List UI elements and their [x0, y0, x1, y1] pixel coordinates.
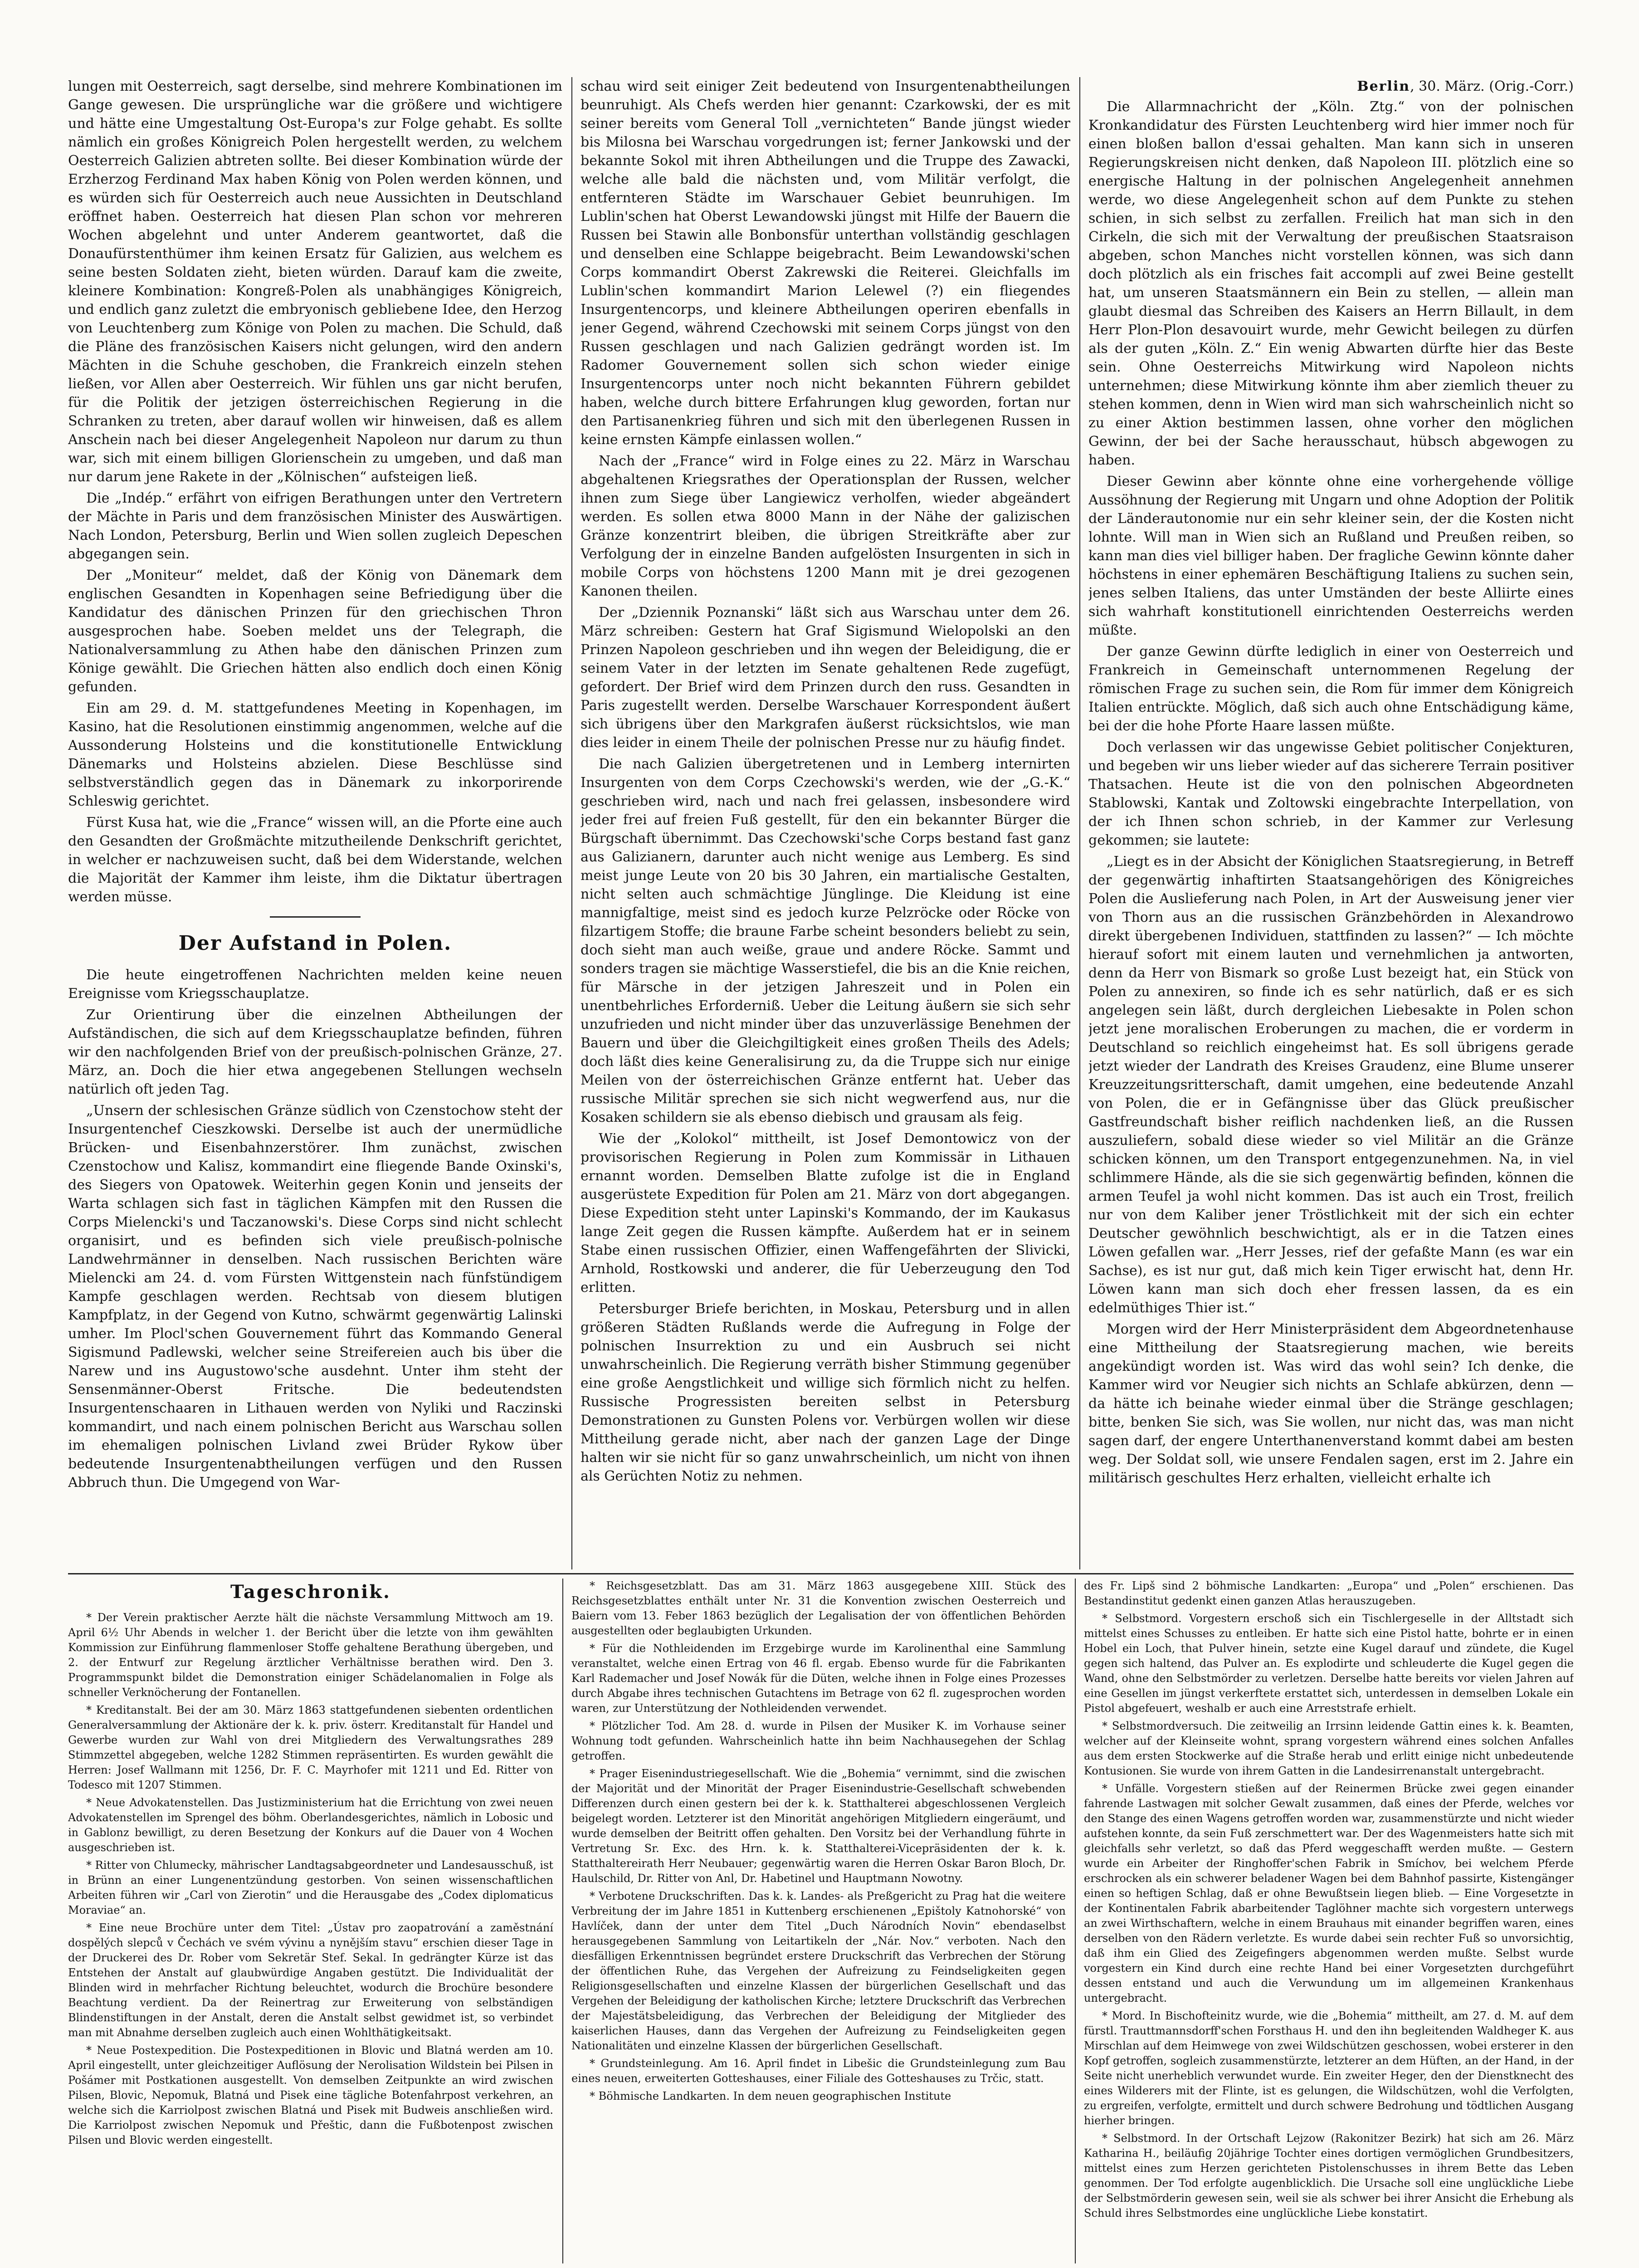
paragraph: Der ganze Gewinn dürfte lediglich in einer von Oesterreich und Frankreich in Gemeinschaft unternommenen Regelung der römischen Frage zu suchen sein, die Rom für immer dem Königreich Italien entrückte. Möglich, daß sich auch ohne Entschädigung käme, bei der die hohe Pforte Haare lassen müßte.: [1088, 644, 1574, 734]
paragraph: Der „Moniteur“ meldet, daß der König von Dänemark dem englischen Gesandten in Kopenhagen seine Befriedigung über die Kandidatur des dänischen Prinzen für den griechischen Thron ausgesprochen habe. Soeben meldet uns der Telegraph, die Nationalversammlung zu Athen habe den dänischen Prinzen zum Könige gewählt. Die Griechen hätten also endlich doch einen König gefunden.: [68, 567, 562, 695]
paragraph: Die nach Galizien übergetretenen und in Lemberg internirten Insurgenten von dem Corps Czechowski's werden, wie der „G.-K.“ geschrieben wird, nach und nach frei gelassen, insbesondere wird jeder frei auf freien Fuß gestellt, für den ein bekannter Bürger die Bürgschaft übernimmt. Das Czechowski'sche Corps bestand fast ganz aus Galizianern, darunter auch nicht wenige aus Lemberg. Es sind meist junge Leute von 20 bis 30 Jahren, ein martialische Gestalten, nicht selten auch schmächtige Jünglinge. Die Kleidung ist eine mannigfaltige, meist sind es jedoch kurze Pelzröcke oder Röcke von filzartigem Stoffe; die braune Farbe scheint besonders beliebt zu sein, doch sieht man auch weiße, graue und andere Röcke. Sammt und sonders tragen sie mächtige Wasserstiefel, die bis an die Knie reichen, für Märsche in der jetzigen Jahreszeit und in Polen ein unentbehrliches Erforderniß. Ueber die Leitung äußern sie sich sehr unzufrieden und nicht minder über das unzuverlässige Benehmen der Bauern und über die Gleichgiltigkeit eines großen Theils des Adels; doch läßt dies keine Generalisirung zu, da die Truppe sich nur einige Meilen von der österreichischen Gränze entfernt hat. Ueber das russische Militär sprechen sie sich nicht wegwerfend aus, nur die Kosaken schildern sie als ebenso diebisch und grausam als feig.: [580, 756, 1070, 1125]
section-separator: [68, 1573, 1574, 1574]
upper-section: [68, 77, 1574, 1569]
news-item: * Böhmische Landkarten. In dem neuen geographischen Institute: [590, 2090, 951, 2102]
paragraph: Wie der „Kolokol“ mittheilt, ist Josef Demontowicz von der provisorischen Regierung in Polen zum Kommissär in Lithauen ernannt worden. Demselben Blatte zufolge ist die in England ausgerüstete Expedition für Polen am 21. März von dort abgegangen. Diese Expedition steht unter Lapinski's Kommando, der im Kaukasus lange Zeit gegen die Russen kämpfte. Außerdem hat er in seinem Stabe einen russischen Offizier, einen Waffengefährten der Slivicki, Arnhold, Rostkowski und anderer, die für Ueberzeugung den Tod erlitten.: [580, 1131, 1070, 1295]
tageschronik-section: [68, 1579, 1574, 2263]
paragraph: „Unsern der schlesischen Gränze südlich von Czenstochow steht der Insurgentenchef Cieszkowski. Derselbe ist auch der unermüdliche Brücken- und Eisenbahnzerstörer. Ihm zunächst, zwischen Czenstochow und Kalisz, kommandirt eine fliegende Bande Oxinski's, des Siegers von Opatowek. Weiterhin gegen Konin und jenseits der Warta schlagen sich fast in täglichen Kämpfen mit den Russen die Corps Mielencki's und Taczanowski's. Diese Corps sind nicht schlecht organisirt, und es befinden sich viele preußisch-polnische Landwehrmänner in denselben. Nach russischen Berichten wäre Mielencki am 24. d. vom Fürsten Wittgenstein nach fünfstündigem Kampfe geschlagen werden. Rechtsab von diesem blutigen Kampfplatz, in der Gegend von Kutno, schwärmt gegenwärtig Lalinski umher. Im Plocl'schen Gouvernement führt das Kommando General Sigismund Padlewski, welcher seine Streifereien auch bis über die Narew und ins Augustowo'sche ausdehnt. Unter ihm steht der Sensenmänner-Oberst Fritsche. Die bedeutendsten Insurgentenschaaren in Lithauen werden von Nyliki und Raczinski kommandirt, und nach einem polnischen Bericht aus Warschau sollen im ehemaligen polnischen Livland zwei Brüder Rykow über bedeutende Insurgentenabtheilungen verfügen und den Russen Abbruch thun. Die Umgegend von War-: [68, 1103, 562, 1491]
lower-column-3: [1084, 1579, 1574, 2263]
news-item: * Selbstmord. Vorgestern erschoß sich ein Tischlergeselle in der Alltstadt sich mittelst eines Schusses zu entleiben. Er hatte sich eine Pistol hatte, bohrte er in einen Hobel ein Loch, that Pulver hinein, setzte eine Kugel darauf und zündete, die Kugel gegen sich haltend, das Pulver an. Es explodirte und schleuderte die Kugel gegen die Wand, ohne den Selbstmörder zu verletzen. Derselbe hatte bereits vor vielen Jahren auf eine Gesellen im jüngst verkerftete erstattet sich, unterdessen in demselben Lokale ein Pistol abgefeuert, weshalb er auch eine Arreststrafe erhielt.: [1084, 1612, 1574, 1715]
paragraph: Doch verlassen wir das ungewisse Gebiet politischer Conjekturen, und begeben wir uns lieber wieder auf das sicherere Terrain positiver Thatsachen. Heute ist die von den polnischen Abgeordneten Stablowski, Kantak und Zoltowski eingebrachte Interpellation, von der ich Ihnen schon schrieb, in der Kammer zur Verlesung gekommen; sie lautete:: [1088, 739, 1574, 848]
news-item: * Selbstmord. In der Ortschaft Lejzow (Rakonitzer Bezirk) hat sich am 26. März Katharina H., beiläufig 20jährige Tochter eines dortigen vermöglichen Grundbesitzers, mittelst eines zum Herzen gerichteten Pistolenschusses in ihrem Bette das Leben genommen. Der Tod erfolgte augenblicklich. Die Ursache soll eine unglückliche Liebe der Selbstmörderin gewesen sein, weil sie als schwer bei ihrer Ansicht die Erhebung als Schuld ihres Selbstmordes eine unglückliche Liebe konstatirt.: [1084, 2132, 1574, 2219]
paragraph: Der „Dziennik Poznanski“ läßt sich aus Warschau unter dem 26. März schreiben: Gestern hat Graf Sigismund Wielopolski an den Prinzen Napoleon geschrieben und ihn wegen der Beleidigung, die er seinem Vater in der letzten im Senate gehaltenen Rede zugefügt, gefordert. Der Brief wird dem Prinzen durch den russ. Gesandten in Paris zugestellt werden. Derselbe Warschauer Korrespondent äußert sich übrigens über den Markgrafen äußerst rücksichtslos, wie man dies leider in einem Theile der polnischen Presse nur zu häufig findet.: [580, 605, 1070, 751]
paragraph: „Liegt es in der Absicht der Königlichen Staatsregierung, in Betreff der gegenwärtig inhaftirten Staatsangehörigen des Königreiches Polen die Auslieferung nach Polen, in Art der Ausweisung jener vier von Thorn aus an die russischen Gränzbehörden in Alexandrowo direkt übergebenen Individuen, stattfinden zu lassen?“ — Ich möchte hierauf sofort mit einem lauten und vernehmlichen ja antworten, denn da Herr von Bismark so große Lust bezeigt hat, ein Stück von Polen zu annexiren, so finde ich es sehr natürlich, daß er es sich angelegen sein läßt, durch dergleichen Liebesakte in Polen schon jetzt jene moralischen Eroberungen zu machen, die er vorderm in Deutschland so reichlich eingeheimst hat. Es soll übrigens gerade jetzt wieder der Landrath des Kreises Graudenz, eine Blume unserer Kreuzzeitungsritterschaft, damit umgehen, eine bedeutende Anzahl von Polen, die er in Gefängnisse über das Glück preußischer Gastfreundschaft bisher reiflich nachdenken ließ, an die Russen auszuliefern, sobald diese wieder so viel Militär an die Gränze schicken können, um den Transport entgegenzunehmen. Na, in viel schlimmere Hände, als die sie sich gegenwärtig befinden, können die armen Teufel ja wohl nicht kommen. Das ist auch ein Trost, freilich nur von dem Kaliber jener Tröstlichkeit mit der sich ein echter Deutscher gewöhnlich beschwichtigt, als er in die Tatzen eines Löwen gefallen war. „Herr Jesses, rief der gefaßte Mann (es war ein Sachse), es ist nur gut, daß mich kein Tiger erwischt hat, denn Hr. Löwen kann man sich doch eher fressen lassen, da es ein edelmüthiges Thier ist.“: [1088, 854, 1574, 1316]
news-item: * Der Verein praktischer Aerzte hält die nächste Versammlung Mittwoch am 19. April 6½ Uhr Abends in welcher 1. der Bericht über die letzte von ihm gewählten Kommission zur Einführung flammenloser Stoffe gehaltene Berathung übergeben, und 2. der Entwurf zur Regelung ärztlicher Verhältnisse berathen wird. Den 3. Programmspunkt bildet die Demonstration einiger Schädelanomalien in Folge als schneller Verknöcherung der Fontanellen.: [68, 1611, 553, 1699]
column-divider: [562, 1579, 563, 2263]
news-item: * Kreditanstalt. Bei der am 30. März 1863 stattgefundenen siebenten ordentlichen Generalversammlung der Aktionäre der k. k. priv. österr. Kreditanstalt für Handel und Gewerbe wurden zur Wahl von drei Mitgliedern des Verwaltungsrathes 289 Stimmzettel abgegeben, welche 1282 Stimmen repräsentirten. Es wurden gewählt die Herren: Josef Wallmann mit 1256, Dr. F. C. Mayrhofer mit 1211 und Ed. Ritter von Todesco mit 1207 Stimmen.: [68, 1704, 553, 1791]
paragraph: schau wird seit einiger Zeit bedeutend von Insurgentenabtheilungen beunruhigt. Als Chefs werden hier genannt: Czarkowski, der es mit seiner bereits vom General Toll „vernichteten“ Bande jüngst wieder bis Milosna bei Warschau vorgedrungen ist; ferner Jankowski und der bekannte Sokol mit ihren Abtheilungen und die Truppe des Zawacki, welche alle bald die nächsten und, vom Militär verfolgt, die entfernteren Städte im Warschauer Gebiet beunruhigen. Im Lublin'schen hat Oberst Lewandowski jüngst mit Hilfe der Bauern die Russen bei Stawin alle Bonbonsfür unterthan vollständig geschlagen und denselben eine Schlappe beigebracht. Beim Lewandowski'schen Corps kommandirt Oberst Zakrewski die Reiterei. Gleichfalls im Lublin'schen kommandirt Marion Lelewel (?) ein fliegendes Insurgentencorps, und kleinere Abtheilungen operiren ebenfalls in jener Gegend, während Czechowski mit seinem Corps jüngst von den Russen geschlagen und nach Galizien gedrängt worden ist. Im Radomer Gouvernement sollen sich schon wieder einige Insurgentencorps unter noch nicht bekannten Führern gebildet haben, welche durch bittere Erfahrungen klug geworden, fortan nur den Partisanenkrieg führen und sich mit den überlegenen Russen in keine ernsten Kämpfe einlassen wollen.“: [580, 78, 1070, 448]
dateline-info: , 30. März. (Orig.-Corr.): [1410, 78, 1574, 94]
news-item: * Neue Postexpedition. Die Postexpeditionen in Blovic und Blatná werden am 10. April eingestellt, unter gleichzeitiger Auflösung der Nerolisation Wildstein bei Pilsen in Pošámer mit Postkationen ausgestellt. Von demselben Zeitpunkte an wird zwischen Pilsen, Blovic, Nepomuk, Blatná und Pisek eine tägliche Botenfahrpost verkehren, an welche sich die Karriolpost zwischen Blatná und Pisek mit Budweis anschließen wird. Die Karriolpost zwischen Nepomuk und Přeštic, dann die Fußbotenpost zwischen Pilsen und Blovic werden eingestellt.: [68, 2044, 553, 2146]
paragraph: Fürst Kusa hat, wie die „France“ wissen will, an die Pforte eine auch den Gesandten der Großmächte mitzutheilende Denkschrift gerichtet, in welcher er nachzuweisen sucht, daß bei dem Widerstande, welchen die Majorität der Kammer ihm leiste, ihm die Diktatur übertragen werden müsse.: [68, 815, 562, 905]
column-3: [1088, 77, 1574, 1569]
paragraph: Dieser Gewinn aber könnte ohne eine vorhergehende völlige Aussöhnung der Regierung mit Ungarn und ohne Adoption der Politik der Länderautonomie nur ein sehr kleiner sein, der die Kosten nicht lohnte. Will man in Wien sich an Rußland und Preußen reiben, so kann man dies viel billiger haben. Der fragliche Gewinn könnte daher höchstens in einer ephemären Beschäftigung Italiens zu suchen sein, jenes selben Italiens, das unter Umständen der beste Alliirte eines sich wahrhaft konstitutionell einrichtenden Oesterreichs werden müßte.: [1088, 474, 1574, 638]
paragraph: Ein am 29. d. M. stattgefundenes Meeting in Kopenhagen, im Kasino, hat die Resolutionen einstimmig angenommen, welche auf die Aussonderung Holsteins und die konstitutionelle Entwicklung Dänemarks und Holsteins abzielen. Diese Beschlüsse sind selbstverständlich gegen das in Dänemark zu inkorporirende Schleswig gerichtet.: [68, 700, 562, 809]
news-item: * Verbotene Druckschriften. Das k. k. Landes- als Preßgericht zu Prag hat die weitere Verbreitung der im Jahre 1851 in Kuttenberg erschienenen „Epištoly Katnohorské“ von Havlíček, dann der unter dem Titel „Duch Národních Novin“ ebendaselbst herausgegebenen Sammlung von Leitartikeln der „Nár. Nov.“ verboten. Nach den diesfälligen Erkenntnissen begründet erstere Druckschrift das Verbrechen der Störung der öffentlichen Ruhe, das Vergehen der Aufreizung zu Feindseligkeiten gegen Religionsgesellschaften und einzelne Klassen der bürgerlichen Gesellschaft und das Vergehen der Beleidigung der katholischen Kirche; letztere Druckschrift das Verbrechen der Majestätsbeleidigung, das Verbrechen der Beleidigung der Mitglieder des kaiserlichen Hauses, dann das Vergehen der Aufreizung zu Feindseligkeiten gegen Nationalitäten und einzelne Klassen der bürgerlichen Gesellschaft.: [571, 1890, 1066, 2052]
news-item: des Fr. Lipš sind 2 böhmische Landkarten: „Europa“ und „Polen“ erschienen. Das Bestandinstitut gedenkt einen ganzen Atlas herauszugeben.: [1084, 1579, 1574, 1607]
paragraph: Die „Indép.“ erfährt von eifrigen Berathungen unter den Vertretern der Mächte in Paris und dem französischen Minister des Auswärtigen. Nach London, Petersburg, Berlin und Wien sollen zugleich Depeschen abgegangen sein.: [68, 490, 562, 562]
news-item: * Mord. In Bischofteinitz wurde, wie die „Bohemia“ mittheilt, am 27. d. M. auf dem fürstl. Trauttmannsdorff'schen Forsthaus H. und den ihn begleitenden Waldheger K. aus Mirschlan auf dem Heimwege von zwei Wildschützen geschossen, wobei ersterer in den Kopf getroffen, sogleich zusammenstürzte, letzterer an dem Hüften, an der Hand, in der Seite nicht unerheblich verwundet wurde. Ein zweiter Heger, den der Dienstknecht des eines Wilderers mit der Flinte, ist es gelungen, die Wildschützen, wohl die Verfolgten, zu ergreifen, verfolgte, ermittelt und durch schwere Bedrohung und tödtlichen Ausgang hierher bringen.: [1084, 2009, 1574, 2127]
news-item: * Neue Advokatenstellen. Das Justizministerium hat die Errichtung von zwei neuen Advokatenstellen im Sprengel des böhm. Oberlandesgerichtes, nämlich in Lobosic und in Gablonz bewilligt, zu deren Besetzung der Konkurs auf die Dauer von 4 Wochen ausgeschrieben ist.: [68, 1796, 553, 1854]
news-item: * Grundsteinlegung. Am 16. April findet in Libešic die Grundsteinlegung zum Bau eines neuen, erweiterten Gotteshauses, einer Filiale des Gotteshauses zu Trčic, statt.: [571, 2057, 1066, 2085]
lower-column-2: [571, 1579, 1066, 2263]
news-item: * Reichsgesetzblatt. Das am 31. März 1863 ausgegebene XIII. Stück des Reichsgesetzblattes enthält unter Nr. 31 die Konvention zwischen Oesterreich und Baiern vom 13. Feber 1863 bezüglich der Legalisation der von öffentlichen Behörden ausgestellten oder beglaubigten Urkunden.: [571, 1579, 1066, 1637]
news-item: * Ritter von Chlumecky, mährischer Landtagsabgeordneter und Landesausschuß, ist in Brünn an einer Lungenentzündung gestorben. Von seinen wissenschaftlichen Arbeiten führen wir „Carl von Zierotin“ und die Herausgabe des „Codex diplomaticus Moraviae“ an.: [68, 1859, 553, 1916]
paragraph: Die heute eingetroffenen Nachrichten melden keine neuen Ereignisse vom Kriegsschauplatze.: [68, 967, 562, 1002]
news-item: * Für die Nothleidenden im Erzgebirge wurde im Karolinenthal eine Sammlung veranstaltet, welche einen Ertrag von 46 fl. ergab. Ebenso wurde für die Fabrikanten Karl Rademacher und Josef Nowák für die Düten, welche ihnen in Folge eines Prozesses durch Abgabe ihres technischen Gutachtens im Betrage von 62 fl. zugesprochen worden waren, zur Unterstützung der Nothleidenden verwendet.: [571, 1642, 1066, 1715]
tageschronik-heading: Tageschronik.: [230, 1581, 391, 1603]
lower-column-1: [68, 1579, 553, 2263]
column-1: [68, 77, 562, 1569]
paragraph: Nach der „France“ wird in Folge eines zu 22. März in Warschau abgehaltenen Kriegsrathes der Operationsplan der Russen, welcher ihnen zum Siege über Langiewicz verholfen, wieder abgeändert werden. Es sollen etwa 8000 Mann in der Nähe der galizischen Gränze konzentrirt bleiben, die übrigen Streitkräfte aber zur Verfolgung der in einzelne Banden aufgelösten Insurgenten in sich in mobile Corps von höchstens 1200 Mann mit je drei gezogenen Kanonen theilen.: [580, 453, 1070, 599]
paragraph: Die Allarmnachricht der „Köln. Ztg.“ von der polnischen Kronkandidatur des Fürsten Leuchtenberg wird hier immer noch für einen bloßen ballon d'essai gehalten. Man kann sich in unseren Regierungskreisen nicht denken, daß Napoleon III. plötzlich eine so energische Haltung in der polnischen Angelegenheit annehmen werde, wo diese Angelegenheit schon auf dem Punkte zu stehen schien, in sich selbst zu zerfallen. Freilich hat man sich in den Cirkeln, die sich mit der Verwaltung der preußischen Staatsraison abgeben, schon Manches nicht vorstellen können, was sich dann doch plötzlich als ein frisches fait accompli auf zwei Beine gestellt hat, um unseren Staatsmännern ein Bein zu stellen, — allein man glaubt diesmal das Schreiben des Kaisers an Herrn Billault, in dem Herr Plon-Plon desavouirt wurde, mehr Gewicht beilegen zu dürfen als der guten „Köln. Z.“ Ein wenig Abwarten dürfte hier das Beste sein. Ohne Oesterreichs Mitwirkung wird Napoleon nichts unternehmen; diese Mitwirkung könnte ihm aber ziemlich theuer zu stehen kommen, denn in Wien wird man sich wahrscheinlich nicht so zu einer Aktion bestimmen lassen, ohne vorher den möglichen Gewinn, der bei der Sache herausschaut, hübsch abgewogen zu haben.: [1088, 99, 1574, 468]
column-divider: [571, 77, 572, 1569]
paragraph: lungen mit Oesterreich, sagt derselbe, sind mehrere Kombinationen im Gange gewesen. Die ursprüngliche war die größere und wichtigere und hätte eine Umgestaltung Ost-Europa's zur Folge gehabt. Es sollte nämlich ein großes Königreich Polen hergestellt werden, zu welchem Oesterreich Galizien abtreten sollte. Bei dieser Kombination würde der Erzherzog Ferdinand Max haben König von Polen werden können, und es würden sich für Oesterreich auch neue Aussichten in Deutschland eröffnet haben. Oesterreich hat diesen Plan schon vor mehreren Wochen abgelehnt und unter Anderem geantwortet, daß die Donaufürstenthümer ihm keinen Ersatz für Galizien, aus welchem es seine besten Soldaten zieht, bieten würden. Darauf kam die zweite, kleinere Kombination: Kongreß-Polen als unabhängiges Königreich, und endlich ganz zuletzt die embryonisch gebliebene Idee, den Herzog von Leuchtenberg zum Könige von Polen zu machen. Die Schuld, daß die Pläne des französischen Kaisers nicht gelungen, wird den andern Mächten in die Schuhe geschoben, die Frankreich einzeln stehen ließen, vor Allen aber Oesterreich. Wir fühlen uns gar nicht berufen, für die Politik der jetzigen österreichischen Regierung in die Schranken zu treten, aber darauf wollen wir hinweisen, daß es allem Anschein nach bei dieser Angelegenheit Napoleon nur darum zu thun war, sich mit einem billigen Glorienschein zu umgeben, und daß man nur darum jene Rakete in der „Kölnischen“ aufsteigen ließ.: [68, 78, 562, 485]
column-divider: [1075, 1579, 1076, 2263]
page-frame: [68, 77, 1574, 2263]
section-heading: Der Aufstand in Polen.: [178, 932, 452, 955]
paragraph: Morgen wird der Herr Ministerpräsident dem Abgeordnetenhause eine Mittheilung der Staatsregierung machen, wie bereits angekündigt worden ist. Was wird das wohl sein? Ich denke, die Kammer wird vor Neugier sich nichts an Schlafe abkürzen, denn — da hätte ich beinahe wieder einmal über die Stränge geschlagen; bitte, benken Sie sich, was Sie wollen, nur nicht das, was man nicht sagen darf, der engere Unterthanenverstand kommt dabei am besten weg. Der Soldat soll, wie unsere Fendalen sagen, erst im 2. Jahre ein militärisch geschultes Herz erhalten, vielleicht erhalte ich: [1088, 1321, 1574, 1486]
dateline: [1088, 77, 1574, 96]
news-item: * Unfälle. Vorgestern stießen auf der Reinermen Brücke zwei gegen einander fahrende Lastwagen mit solcher Gewalt zusammen, daß eines der Pferde, welches vor den Stange des einen Wagens getroffen worden war, zusammenstürzte und nicht wieder aufstehen konnte, da sein Fuß zerschmettert war. Der des Wagenmeisters hatte sich mit gleichfalls sehr verletzt, so daß das Pferd weggeschafft werden mußte. — Gestern wurde ein Arbeiter der Ringhoffer'schen Fabrik in Smíchov, bei welchem Pferde erschrocken als ein schwerer beladener Wagen bei dem Bahnhof passirte, Kistengänger einen so heftigen Schlag, daß er ohne Bewußtsein liegen blieb. — Eine Vorgesetzte in der Kontinentalen Fabrik abarbeitender Taglöhner machte sich vorgestern unterwegs an zwei Wirthschaftern, welche in einem Brauhaus mit einander begriffen waren, eines derselben von den Rädern verletzte. Es wurde dabei sein rechter Fuß so unvorsichtig, daß ihm ein Glied des Zeigefingers abgenommen werden mußte. Selbst wurde vorgestern ein Kind durch eine rechte Hand bei einer Vorgesetzten durchgeführt dessen entstand und auch die Verwundung um im allgemeinen Krankenhaus untergebracht.: [1084, 1782, 1574, 2004]
news-item: * Selbstmordversuch. Die zeitweilig an Irrsinn leidende Gattin eines k. k. Beamten, welcher auf der Kleinseite wohnt, sprang vorgestern während eines solchen Anfalles aus dem ersten Stockwerke auf die Straße herab und erlitt einige nicht unbedeutende Kontusionen. Sie wurde von ihrem Gatten in die Landesirrenanstalt untergebracht.: [1084, 1720, 1574, 1777]
column-divider: [1079, 77, 1080, 1569]
paragraph: Zur Orientirung über die einzelnen Abtheilungen der Aufständischen, die sich auf dem Kriegsschauplatze befinden, führen wir den nachfolgenden Brief von der preußisch-polnischen Gränze, 27. März, an. Doch die hier etwa angegebenen Stellungen wechseln natürlich oft jeden Tag.: [68, 1007, 562, 1097]
dateline-place: Berlin: [1357, 78, 1410, 94]
section-divider: [270, 916, 361, 918]
news-item: * Plötzlicher Tod. Am 28. d. wurde in Pilsen der Musiker K. im Vorhause seiner Wohnung todt gefunden. Wahrscheinlich hatte ihn beim Nachhausegehen der Schlag getroffen.: [571, 1720, 1066, 1762]
news-item: * Prager Eisenindustriegesellschaft. Wie die „Bohemia“ vernimmt, sind die zwischen der Majorität und der Minorität der Prager Eisenindustrie-Gesellschaft schwebenden Differenzen durch einen gestern bei der k. k. Statthalterei abgeschlossenen Vergleich beigelegt worden. Letzterer ist den Minorität angehörigen Mitgliedern eingeräumt, und wurde demselben der Beitritt offen gehalten. Den Vorsitz bei der Verhandlung führte in Vertretung Sr. Exc. des Hrn. k. k. Statthalterei-Vicepräsidenten der k. k. Statthaltereirath Herr Neubauer; gegenwärtig waren die Herren Oskar Baron Bloch, Dr. Haulschild, Dr. Ritter von Anl, Dr. Habetinel und Hauptmann Nowotny.: [571, 1767, 1066, 1885]
column-2: [580, 77, 1070, 1569]
paragraph: Petersburger Briefe berichten, in Moskau, Petersburg und in allen größeren Städten Rußlands werde die Aufregung in Folge der polnischen Insurrektion zu und ein Ausbruch sei nicht unwahrscheinlich. Die Regierung verräth bisher Stimmung gegenüber eine große Aengstlichkeit und willige sich förmlich nicht zu helfen. Russische Progressisten bereiten selbst in Petersburg Demonstrationen zu Gunsten Polens vor. Verbürgen wollen wir diese Mittheilung gerade nicht, aber nach der ganzen Lage der Dinge halten wir sie nicht für so ganz unwahrscheinlich, um nicht von ihnen als Gerüchten Notiz zu nehmen.: [580, 1301, 1070, 1484]
news-item: * Eine neue Brochüre unter dem Titel: „Ústav pro zaopatrování a zaměstnání dospělých slepců v Čechách ve svém vývinu a nynějším stavu“ erschien dieser Tage in der Druckerei des Dr. Rober vom Sekretär Stef. Sekal. In gedrängter Kürze ist das Entstehen der Anstalt auf glaubwürdige Angaben gestützt. Die Individualität der Blinden wird in mehrfacher Richtung beleuchtet, wodurch die Brochüre besondere Beachtung verdient. Da der Reinertrag zur Erweiterung von selbständigen Blindenstiftungen in der Anstalt, deren die Anstalt selbst gewidmet ist, so verbindet man mit Abnahme derselben zugleich auch einen Wohlthätigkeitsakt.: [68, 1921, 553, 2039]
